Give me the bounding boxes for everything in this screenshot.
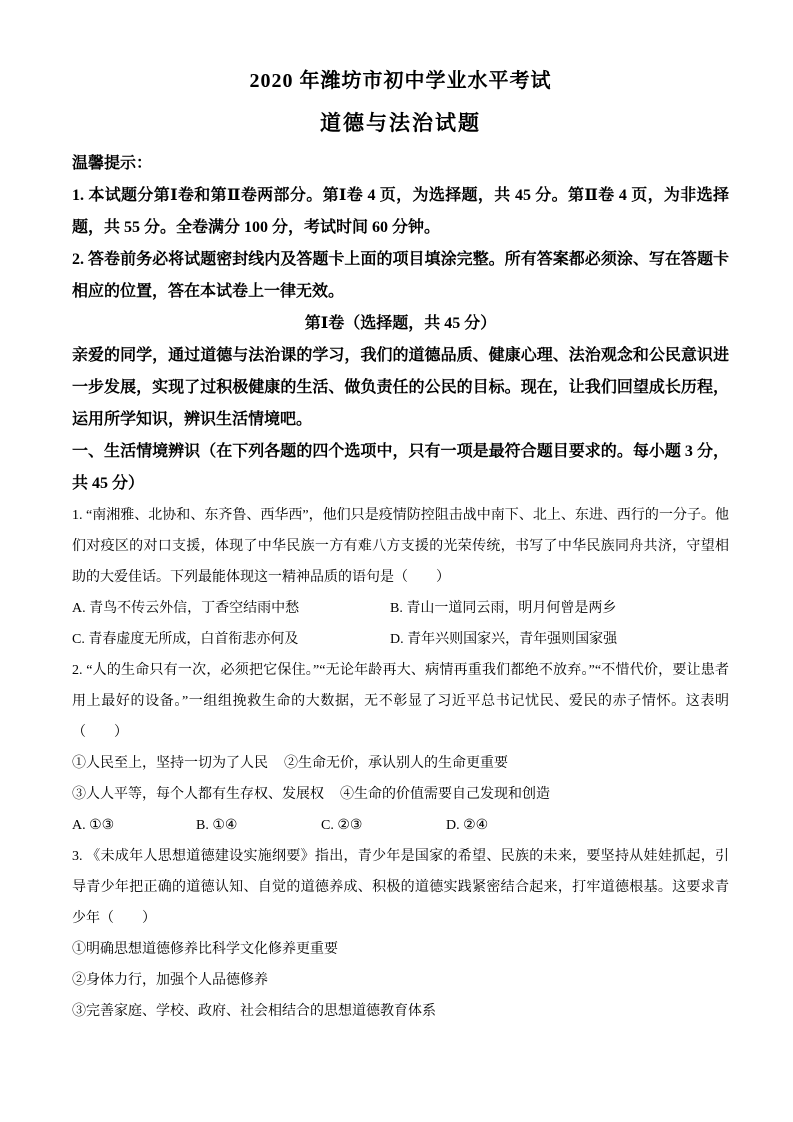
- question-1: [72, 500, 729, 655]
- question-2-statement-2: ②生命无价，承认别人的生命更重要: [284, 756, 508, 771]
- section-intro: 亲爱的同学，通过道德与法治课的学习，我们的道德品质、健康心理、法治观念和公民意识进一步发展，实现了过积极健康的生活、做负责任的公民的目标。现在，让我们回望成长历程，运用所学知识，辨识生活情境吧。: [72, 347, 729, 428]
- question-3-statement-2: ②身体力行，加强个人品德修养: [72, 973, 268, 988]
- question-2: [72, 655, 729, 841]
- question-2-statement-1: ①人民至上，坚持一切为了人民: [72, 756, 268, 771]
- section-heading: 第Ⅰ卷（选择题，共 45 分）: [304, 315, 497, 332]
- exam-subtitle: 道德与法治试题: [320, 111, 481, 135]
- question-2-statements-row-2: [72, 779, 729, 810]
- exam-title: 2020 年潍坊市初中学业水平考试: [249, 70, 552, 92]
- question-2-statement-3: ③人人平等，每个人都有生存权、发展权: [72, 787, 324, 802]
- question-2-statement-4: ④生命的价值需要自己发现和创造: [340, 787, 550, 802]
- question-1-option-c: C. 青春虚度无所成，白首衔悲亦何及: [72, 632, 299, 647]
- question-2-option-c: C. ②③: [321, 818, 363, 833]
- question-3: [72, 841, 729, 1027]
- question-2-stem: 2. “人的生命只有一次，必须把它保住。”“无论年龄再大、病情再重我们都绝不放弃。”“不惜代价，要让患者用上最好的设备。”一组组挽救生命的大数据，无不彰显了习近平总书记忧民、爱民的赤子情怀。这表明（ ）: [72, 663, 729, 740]
- question-3-statement-1: ①明确思想道德修养比科学文化修养更重要: [72, 942, 338, 957]
- question-2-option-a: A. ①③: [72, 818, 115, 833]
- question-1-option-d: D. 青年兴则国家兴，青年强则国家强: [390, 632, 618, 647]
- question-2-statements-row-1: [72, 748, 729, 779]
- question-2-option-b: B. ①④: [196, 818, 238, 833]
- notice-item-1: 1. 本试题分第Ⅰ卷和第Ⅱ卷两部分。第Ⅰ卷 4 页，为选择题，共 45 分。第Ⅱ卷 4 页，为非选择题，共 55 分。全卷满分 100 分，考试时间 60 分钟。: [72, 187, 729, 236]
- notice-heading: 温馨提示：: [72, 155, 153, 172]
- part-heading: 一、生活情境辨识（在下列各题的四个选项中，只有一项是最符合题目要求的。每小题 3 分，共 45 分）: [72, 443, 729, 492]
- question-3-stem: 3. 《未成年人思想道德建设实施纲要》指出，青少年是国家的希望、民族的未来，要坚持从娃娃抓起，引导青少年把正确的道德认知、自觉的道德养成、积极的道德实践紧密结合起来，打牢道德根基。这要求青少年（ ）: [72, 849, 729, 926]
- question-3-statement-3: ③完善家庭、学校、政府、社会相结合的思想道德教育体系: [72, 1004, 436, 1019]
- question-1-option-b: B. 青山一道同云雨，明月何曾是两乡: [390, 601, 617, 616]
- notice-item-2: 2. 答卷前务必将试题密封线内及答题卡上面的项目填涂完整。所有答案都必须涂、写在答题卡相应的位置，答在本试卷上一律无效。: [72, 251, 729, 300]
- question-2-options: [72, 810, 729, 841]
- question-2-option-d: D. ②④: [446, 818, 489, 833]
- question-1-stem: 1. “南湘雅、北协和、东齐鲁、西华西”，他们只是疫情防控阻击战中南下、北上、东进、西行的一分子。他们对疫区的对口支援，体现了中华民族一方有难八方支援的光荣传统，书写了中华民族同舟共济，守望相助的大爱佳话。下列最能体现这一精神品质的语句是（ ）: [72, 508, 729, 585]
- question-1-options: [72, 593, 729, 655]
- question-1-option-a: A. 青鸟不传云外信，丁香空结雨中愁: [72, 601, 300, 616]
